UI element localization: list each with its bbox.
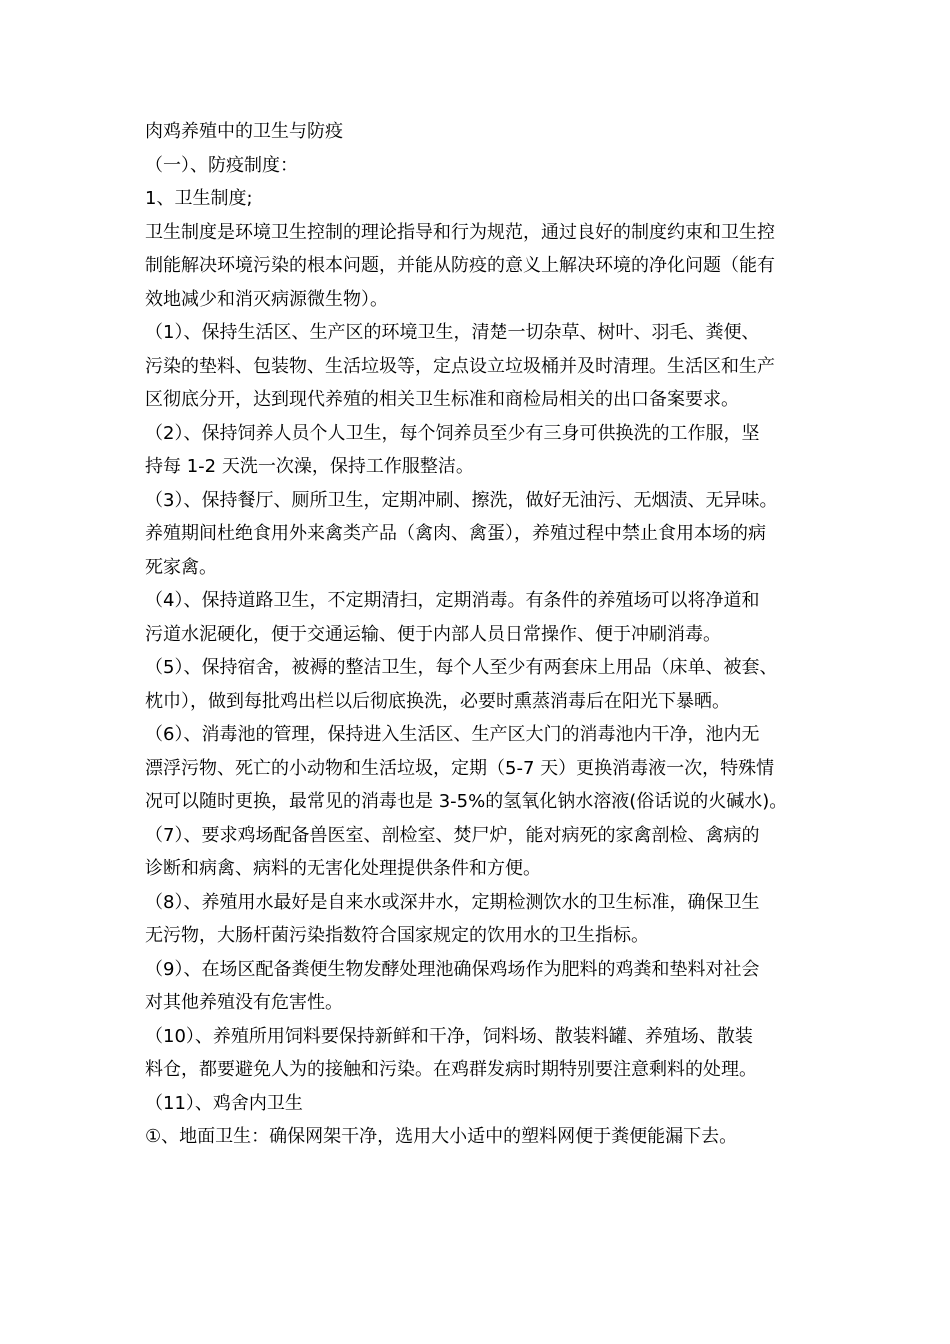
text-line: （6）、消毒池的管理，保持进入生活区、生产区大门的消毒池内干净，池内无: [145, 724, 760, 745]
section-heading: （一）、防疫制度：: [145, 154, 298, 176]
text-line: 况可以随时更换，最常见的消毒也是 3-5%的氢氧化钠水溶液(俗话说的火碱水)。: [145, 791, 788, 812]
text-line: （3）、保持餐厅、厕所卫生，定期冲刷、擦洗，做好无油污、无烟渍、无异味。: [145, 489, 778, 511]
text-line: 料仓，都要避免人为的接触和污染。在鸡群发病时期特别要注意剩料的处理。: [145, 1059, 757, 1080]
text-line: （11）、鸡舍内卫生: [145, 1092, 303, 1114]
text-line: （4）、保持道路卫生，不定期清扫，定期消毒。有条件的养殖场可以将净道和: [145, 590, 760, 611]
text-line: 污道水泥硬化，便于交通运输、便于内部人员日常操作、便于冲刷消毒。: [145, 623, 721, 645]
text-line: （9）、在场区配备粪便生物发酵处理池确保鸡场作为肥料的鸡粪和垫料对社会: [145, 958, 760, 980]
text-line: 漂浮污物、死亡的小动物和生活垃圾，定期（5-7 天）更换消毒液一次，特殊情: [145, 757, 775, 779]
document-title: 肉鸡养殖中的卫生与防疫: [145, 121, 343, 142]
text-line: 养殖期间杜绝食用外来禽类产品（禽肉、禽蛋），养殖过程中禁止食用本场的病: [145, 523, 766, 544]
text-line: 持每 1-2 天洗一次澡，保持工作服整洁。: [145, 456, 474, 477]
text-line: （1）、保持生活区、生产区的环境卫生，清楚一切杂草、树叶、羽毛、粪便、: [145, 322, 760, 343]
text-line: 对其他养殖没有危害性。: [145, 992, 343, 1013]
text-line: （5）、保持宿舍，被褥的整洁卫生，每个人至少有两套床上用品（床单、被套、: [145, 657, 778, 678]
text-line: ①、地面卫生：确保网架干净，选用大小适中的塑料网便于粪便能漏下去。: [145, 1126, 738, 1147]
text-line: 无污物，大肠杆菌污染指数符合国家规定的饮用水的卫生指标。: [145, 925, 649, 946]
document-body: [145, 115, 815, 1154]
text-line: （8）、养殖用水最好是自来水或深井水，定期检测饮水的卫生标准，确保卫生: [145, 891, 760, 913]
text-line: 污染的垫料、包装物、生活垃圾等，定点设立垃圾桶并及时清理。生活区和生产: [145, 355, 775, 377]
text-line: 死家禽。: [145, 556, 217, 578]
text-line: 诊断和病禽、病料的无害化处理提供条件和方便。: [145, 858, 541, 879]
text-line: （7）、要求鸡场配备兽医室、剖检室、焚尸炉，能对病死的家禽剖检、禽病的: [145, 824, 760, 846]
text-line: 制能解决环境污染的根本问题，并能从防疫的意义上解决环境的净化问题（能有: [145, 255, 775, 276]
text-line: 卫生制度是环境卫生控制的理论指导和行为规范，通过良好的制度约束和卫生控: [145, 221, 775, 243]
text-line: 区彻底分开，达到现代养殖的相关卫生标准和商检局相关的出口备案要求。: [145, 389, 739, 410]
text-line: 枕巾），做到每批鸡出栏以后彻底换洗，必要时熏蒸消毒后在阳光下暴晒。: [145, 690, 730, 712]
text-line: （2）、保持饲养人员个人卫生，每个饲养员至少有三身可供换洗的工作服，坚: [145, 422, 760, 444]
text-line: 效地减少和消灭病源微生物）。: [145, 288, 388, 310]
subsection-heading: 1、卫生制度;: [145, 188, 253, 209]
text-line: （10）、养殖所用饲料要保持新鲜和干净，饲料场、散装料罐、养殖场、散装: [145, 1025, 753, 1047]
